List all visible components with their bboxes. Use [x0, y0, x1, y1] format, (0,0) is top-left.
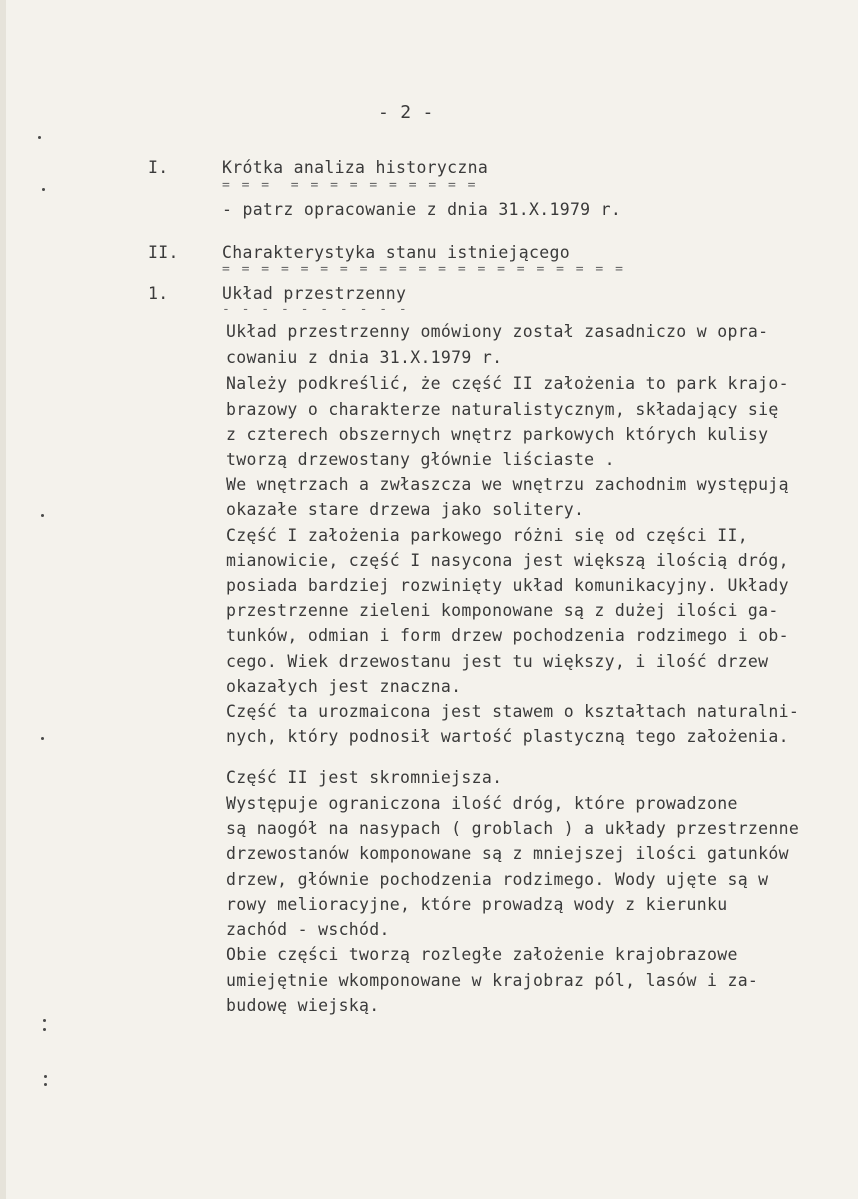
- paragraph-2-line: Występuje ograniczona ilość dróg, które prowadzone: [226, 794, 738, 813]
- margin-speck: [44, 1083, 47, 1086]
- section-2-heading: Charakterystyka stanu istniejącego: [222, 243, 570, 262]
- margin-speck: [41, 737, 44, 740]
- paragraph-1-line: okazałych jest znaczna.: [226, 677, 462, 696]
- paragraph-2-line: budowę wiejską.: [226, 996, 380, 1015]
- paragraph-1-line: z czterech obszernych wnętrz parkowych których kulisy: [226, 425, 769, 444]
- paragraph-1-line: Część ta urozmaicona jest stawem o kształtach naturalni-: [226, 702, 800, 721]
- paragraph-2-line: zachód - wschód.: [226, 920, 390, 939]
- paragraph-1-line: We wnętrzach a zwłaszcza we wnętrzu zachodnim występują: [226, 475, 789, 494]
- paragraph-1-line: przestrzenne zieleni komponowane są z dużej ilości ga-: [226, 601, 779, 620]
- margin-speck: [41, 514, 44, 517]
- subsection-1-heading: Układ przestrzenny: [222, 284, 407, 303]
- paragraph-1-line: tworzą drzewostany głównie liściaste .: [226, 450, 615, 469]
- paragraph-2-line: umiejętnie wkomponowane w krajobraz pól, lasów i za-: [226, 971, 759, 990]
- paragraph-1-line: posiada bardziej rozwinięty układ komunikacyjny. Układy: [226, 576, 789, 595]
- margin-speck: [44, 1075, 47, 1078]
- section-2-number: II.: [148, 243, 179, 262]
- paragraph-1-line: tunków, odmian i form drzew pochodzenia rodzimego i ob-: [226, 626, 789, 645]
- paragraph-1-line: okazałe stare drzewa jako solitery.: [226, 500, 585, 519]
- paragraph-2-line: Obie części tworzą rozległe założenie krajobrazowe: [226, 945, 738, 964]
- paragraph-2-line: drzew, głównie pochodzenia rodzimego. Wody ujęte są w: [226, 870, 769, 889]
- paragraph-2-line: są naogół na nasypach ( groblach ) a układy przestrzenne: [226, 819, 800, 838]
- section-1-reference: - patrz opracowanie z dnia 31.X.1979 r.: [222, 200, 622, 219]
- paragraph-1-line: cowaniu z dnia 31.X.1979 r.: [226, 348, 503, 367]
- paragraph-1-line: Układ przestrzenny omówiony został zasadniczo w opra-: [226, 322, 769, 341]
- paragraph-2-line: Część II jest skromniejsza.: [226, 768, 503, 787]
- section-1-underline: = = = = = = = = = = = = =: [222, 178, 478, 193]
- paragraph-1-line: mianowicie, część I nasycona jest większą ilością dróg,: [226, 551, 789, 570]
- paragraph-1-line: cego. Wiek drzewostanu jest tu większy, i ilość drzew: [226, 652, 769, 671]
- section-1-heading: Krótka analiza historyczna: [222, 158, 489, 177]
- margin-speck: [43, 1028, 46, 1031]
- paragraph-2-line: rowy melioracyjne, które prowadzą wody z kierunku: [226, 895, 728, 914]
- paragraph-1-line: brazowy o charakterze naturalistycznym, składający się: [226, 400, 779, 419]
- paragraph-1-line: nych, który podnosił wartość plastyczną tego założenia.: [226, 727, 789, 746]
- paragraph-2-line: drzewostanów komponowane są z mniejszej ilości gatunków: [226, 844, 789, 863]
- section-1-number: I.: [148, 158, 169, 177]
- margin-speck: [43, 1019, 46, 1022]
- paragraph-1-line: Część I założenia parkowego różni się od części II,: [226, 526, 748, 545]
- paragraph-1-line: Należy podkreślić, że część II założenia to park krajo-: [226, 374, 789, 393]
- section-2-underline: = = = = = = = = = = = = = = = = = = = = =: [222, 262, 625, 277]
- margin-speck: [42, 188, 45, 191]
- subsection-1-underline: - - - - - - - - - -: [222, 302, 409, 317]
- subsection-1-number: 1.: [148, 284, 169, 303]
- page-number: - 2 -: [378, 102, 434, 123]
- margin-speck: [38, 136, 41, 139]
